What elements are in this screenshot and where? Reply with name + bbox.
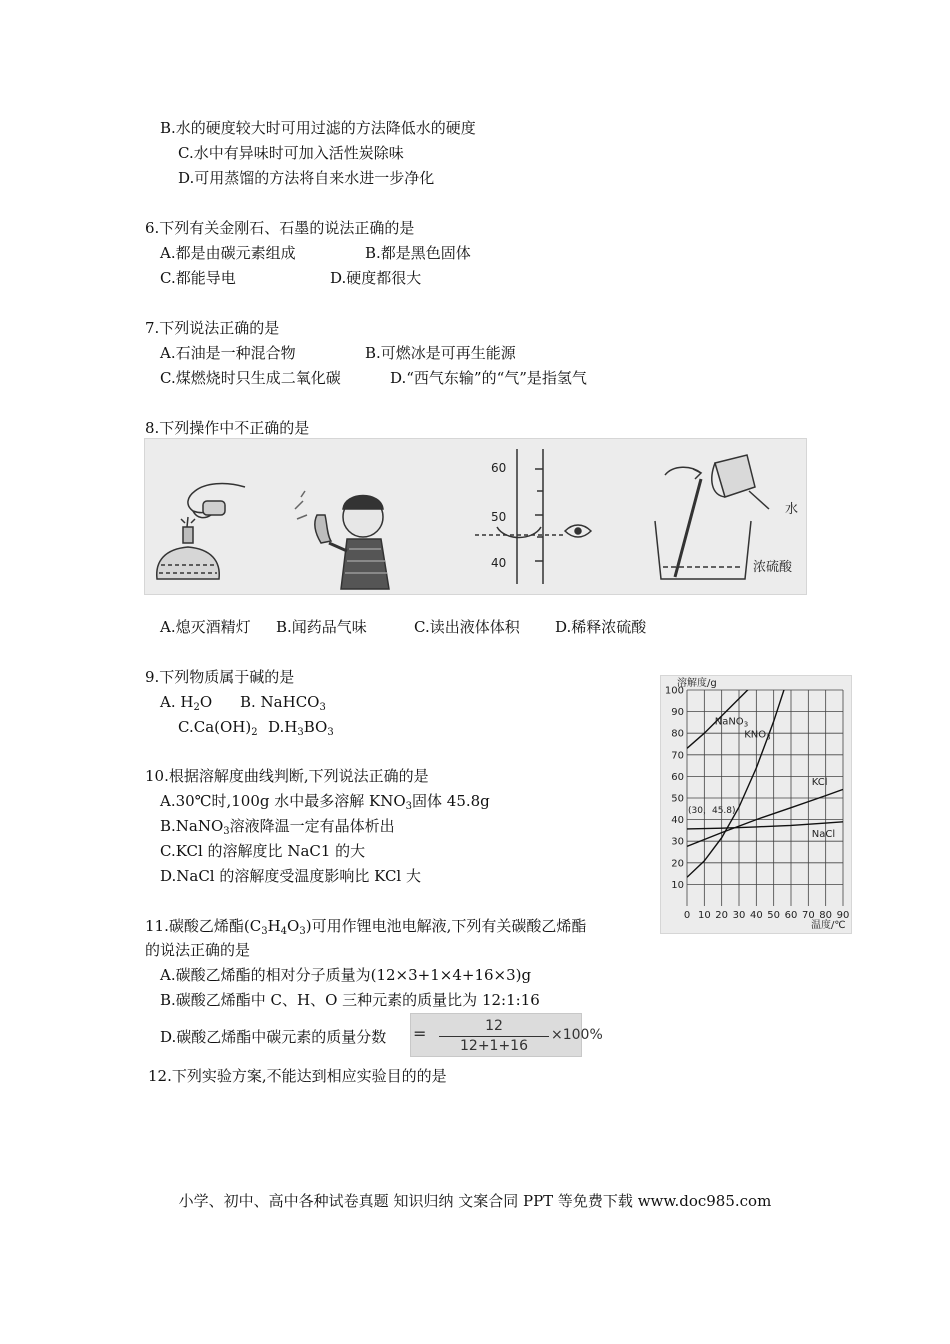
y-tick-label: 10 <box>671 879 684 891</box>
y-tick-label: 60 <box>671 771 684 783</box>
tick-50-label: 50 <box>491 510 507 524</box>
chart-ylabel: 溶解度/g <box>677 678 717 689</box>
alcohol-lamp-illustration <box>157 484 245 579</box>
series-label-nano3: NaNO$_3$ <box>714 716 749 729</box>
formula-numerator: 12 <box>485 1018 503 1034</box>
q7-option-a: A.石油是一种混合物 <box>160 344 296 362</box>
q9-option-b: B. NaHCO$_3$ <box>240 693 326 713</box>
x-tick-label: 40 <box>749 910 763 921</box>
q11-stem-line1: 11.碳酸乙烯酯$(C_3H_4O_3)$可用作锂电池电解液,下列有关碳酸乙烯酯 <box>145 917 587 937</box>
q6-option-a: A.都是由碳元素组成 <box>160 244 296 262</box>
page-footer: 小学、初中、高中各种试卷真题 知识归纳 文案合同 PPT 等免费下载 www.doc985.com <box>178 1192 772 1210</box>
x-tick-label: 60 <box>784 910 798 921</box>
q8-lab-operations-figure <box>144 438 807 595</box>
q5-option-b: B.水的硬度较大时可用过滤的方法降低水的硬度 <box>160 119 476 137</box>
q9-option-d: $D.H_3BO_3$ <box>268 718 334 738</box>
q11-formula-image <box>410 1013 603 1057</box>
chart-xlabel: 温度/℃ <box>811 920 846 931</box>
formula-percent: ×100% <box>551 1027 603 1043</box>
series-label-kcl: KCl <box>811 777 828 789</box>
q8-figure-drawing <box>145 439 806 594</box>
q6-option-c: C.都能导电 <box>160 269 236 287</box>
q9-option-a: A. $H_2O$ <box>160 693 213 713</box>
y-tick-label: 40 <box>671 815 684 827</box>
fraction-bar <box>439 1036 549 1037</box>
q7-option-d: D.“西气东输”的“气”是指氢气 <box>390 369 587 387</box>
q8-stem: 8.下列操作中不正确的是 <box>145 419 310 437</box>
q5-option-d: D.可用蒸馏的方法将自来水进一步净化 <box>178 169 435 187</box>
formula-fraction <box>439 1018 549 1055</box>
dilution-beaker-illustration <box>655 455 769 579</box>
x-tick-label: 20 <box>715 910 729 921</box>
q9-option-c: $C.Ca(OH)_2$ <box>178 718 258 738</box>
q10-option-c: C.KCl 的溶解度比 NaC1 的大 <box>160 842 366 860</box>
q12-stem: 12.下列实验方案,不能达到相应实验目的的是 <box>148 1067 447 1085</box>
formula-equals: = <box>413 1024 427 1043</box>
y-tick-label: 70 <box>671 750 684 762</box>
q8-option-a: A.熄灭酒精灯 <box>160 618 251 636</box>
x-tick-label: 50 <box>767 910 781 921</box>
q10-option-d: D.NaCl 的溶解度受温度影响比 KCl 大 <box>160 867 421 885</box>
y-tick-label: 30 <box>671 836 684 848</box>
chart-annotation: (30，45.8) <box>688 806 736 816</box>
q5-option-c: C.水中有异味时可加入活性炭除味 <box>178 144 404 162</box>
q10-stem: 10.根据溶解度曲线判断,下列说法正确的是 <box>145 767 429 785</box>
solubility-chart <box>660 675 852 934</box>
series-label-nacl: NaCl <box>811 828 836 840</box>
y-tick-label: 100 <box>664 685 684 697</box>
q11-option-d: D.碳酸乙烯酯中碳元素的质量分数 <box>160 1028 387 1046</box>
q9-stem: 9.下列物质属于碱的是 <box>145 668 295 686</box>
q6-stem: 6.下列有关金刚石、石墨的说法正确的是 <box>145 219 415 237</box>
y-tick-label: 80 <box>671 728 684 740</box>
q10-option-b: B.NaNO$_3$溶液降温一定有晶体析出 <box>160 817 395 837</box>
x-tick-label: 10 <box>697 910 711 921</box>
water-label: 水 <box>785 502 799 517</box>
q7-option-b: B.可燃冰是可再生能源 <box>365 344 516 362</box>
q7-option-c: C.煤燃烧时只生成二氧化碳 <box>160 369 341 387</box>
x-tick-label: 30 <box>732 910 746 921</box>
formula-denominator: 12+1+16 <box>460 1038 528 1054</box>
y-tick-label: 20 <box>671 858 684 870</box>
y-tick-label: 50 <box>671 793 684 805</box>
q11-option-a: A.碳酸乙烯酯的相对分子质量为(12×3+1×4+16×3)g <box>160 966 532 984</box>
q6-option-b: B.都是黑色固体 <box>365 244 471 262</box>
x-tick-label: 70 <box>801 910 815 921</box>
q8-option-d: D.稀释浓硫酸 <box>555 618 647 636</box>
q6-option-d: D.硬度都很大 <box>330 269 422 287</box>
y-tick-label: 90 <box>671 707 684 719</box>
q11-stem-line2: 的说法正确的是 <box>145 941 251 959</box>
series-line-nacl <box>687 822 843 829</box>
q8-option-c: C.读出液体体积 <box>414 618 520 636</box>
x-tick-label: 0 <box>683 910 691 921</box>
acid-label: 浓硫酸 <box>753 560 793 575</box>
q11-option-b: B.碳酸乙烯酯中 C、H、O 三种元素的质量比为 12:1:16 <box>160 991 540 1009</box>
q10-option-a: A.30℃时,100g 水中最多溶解 $KNO_3$固体 45.8g <box>160 792 490 812</box>
series-label-kno3: $KNO_3$ <box>744 729 771 742</box>
q8-option-b: B.闻药品气味 <box>276 618 367 636</box>
x-tick-label: 80 <box>819 910 833 921</box>
boy-smelling-illustration <box>295 491 389 589</box>
tick-40-label: 40 <box>491 556 507 570</box>
x-tick-label: 90 <box>836 910 850 921</box>
tick-60-label: 60 <box>491 461 507 475</box>
solubility-chart-svg <box>661 676 851 933</box>
q7-stem: 7.下列说法正确的是 <box>145 319 280 337</box>
